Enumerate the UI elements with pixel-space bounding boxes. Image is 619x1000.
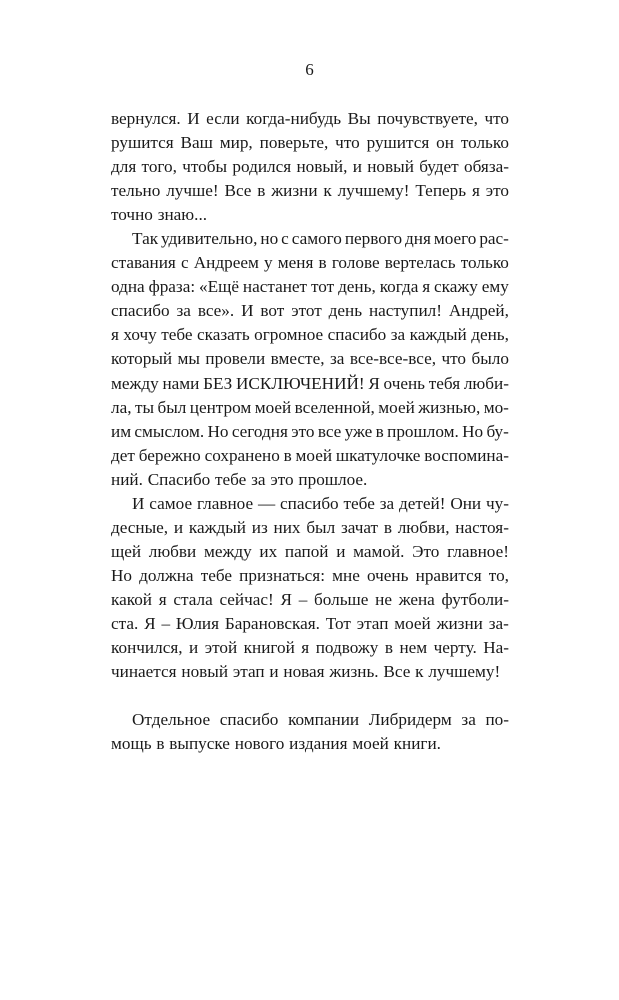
body-text xyxy=(111,107,509,756)
text-line: щей любви между их папой и мамой. Это главное! xyxy=(111,541,509,561)
text-line: И самое главное — спасибо тебе за детей! Они чу- xyxy=(132,493,509,513)
text-line: кончился, и этой книгой я подвожу в нем черту. На- xyxy=(111,638,509,658)
text-line: какой я стала сейчас! Я – больше не жена футболи- xyxy=(111,589,509,609)
text-line: Отдельное спасибо компании Либридерм за по- xyxy=(132,710,509,730)
text-line: точно знаю... xyxy=(111,205,208,225)
text-line: для того, чтобы родился новый, и новый будет обяза- xyxy=(111,157,509,177)
text-line: им смыслом. Но сегодня это все уже в прошлом. Но бу- xyxy=(111,421,509,441)
text-line: дет бережно сохранено в моей шкатулочке воспомина- xyxy=(111,445,509,465)
text-line: десные, и каждый из них был зачат в любви, настоя- xyxy=(111,517,509,537)
text-line: тельно лучше! Все в жизни к лучшему! Теперь я это xyxy=(111,181,509,201)
text-line: рушится Ваш мир, поверьте, что рушится он только xyxy=(111,133,509,153)
text-line: спасибо за все». И вот этот день наступил! Андрей, xyxy=(111,301,509,321)
text-line: я хочу тебе сказать огромное спасибо за каждый день, xyxy=(111,325,509,345)
text-line: ла, ты был центром моей вселенной, моей жизнью, мо- xyxy=(111,397,509,417)
paragraph xyxy=(111,107,509,227)
text-line: одна фраза: «Ещё настанет тот день, когда я скажу ему xyxy=(111,277,509,297)
paragraph xyxy=(111,708,509,756)
text-line: ста. Я – Юлия Барановская. Тот этап моей жизни за- xyxy=(111,613,509,633)
text-line: Но должна тебе признаться: мне очень нравится то, xyxy=(111,565,509,585)
text-line: ний. Спасибо тебе за это прошлое. xyxy=(111,469,368,489)
text-line: мощь в выпуске нового издания моей книги. xyxy=(111,734,441,754)
text-line: ставания с Андреем у меня в голове вертелась только xyxy=(111,253,509,273)
text-line: Так удивительно, но с самого первого дня моего рас- xyxy=(132,229,509,249)
text-line: вернулся. И если когда-нибудь Вы почувствуете, что xyxy=(111,109,509,128)
paragraph xyxy=(111,492,509,684)
page-number: 6 xyxy=(305,60,314,79)
text-line: между нами БЕЗ ИСКЛЮЧЕНИЙ! Я очень тебя люби- xyxy=(111,373,509,393)
text-line: который мы провели вместе, за все-все-все, что было xyxy=(111,349,509,369)
paragraph xyxy=(111,227,509,492)
text-line: чинается новый этап и новая жизнь. Все к лучшему! xyxy=(111,662,501,682)
paragraph-gap xyxy=(111,684,509,708)
